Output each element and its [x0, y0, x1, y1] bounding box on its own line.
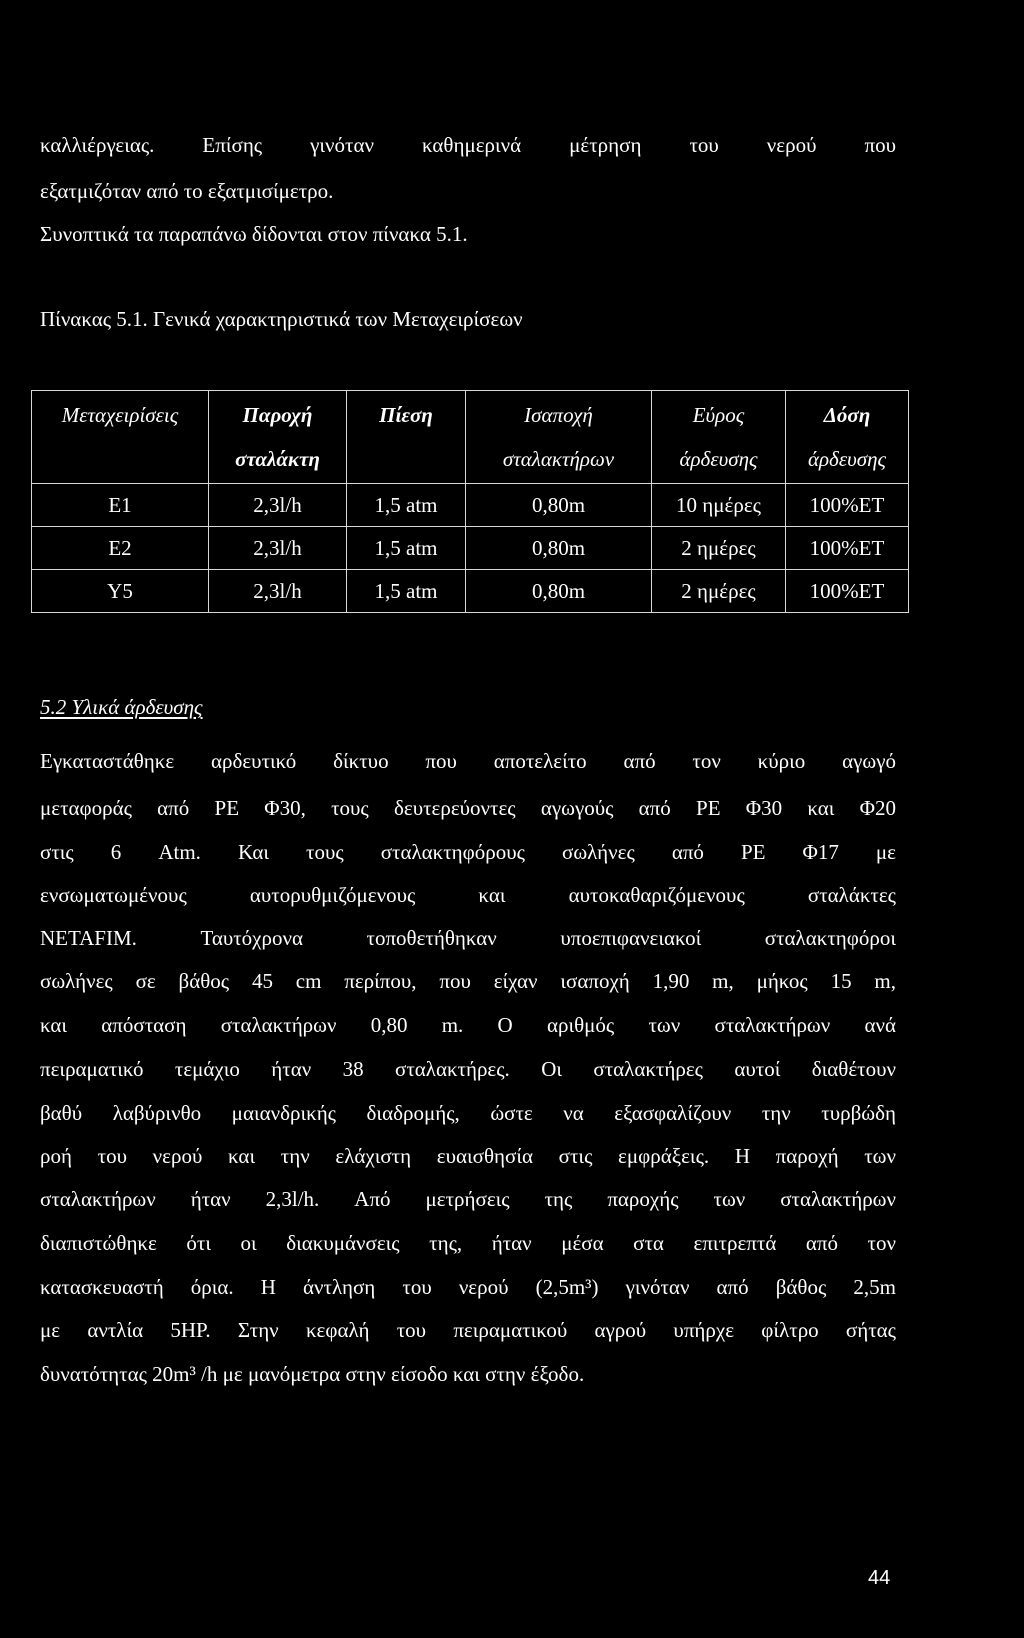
header-spacing-bottom: σταλακτήρων: [502, 447, 615, 471]
table-caption: Πίνακας 5.1. Γενικά χαρακτηριστικά των Μεταχειρίσεων: [40, 307, 523, 331]
header-pressure: [347, 391, 466, 484]
page-number: 44: [868, 1567, 891, 1589]
table-cell: 1,5 atm: [347, 484, 466, 527]
table-cell: 0,80m: [466, 484, 652, 527]
table-cell: Ε1: [32, 484, 209, 527]
table-cell: 100%ΕΤ: [786, 527, 909, 570]
table-cell: 0,80m: [466, 527, 652, 570]
header-spacing-top: Ισαποχή: [524, 403, 593, 427]
table-cell: 100%ΕΤ: [786, 570, 909, 613]
section-heading: 5.2 Υλικά άρδευσης: [40, 695, 203, 719]
paragraph-line: σωλήνες σε βάθος 45 cm περίπου, που είχαν ισαποχή 1,90 m, μήκος 15 m,: [40, 969, 896, 993]
table-cell: 2,3l/h: [209, 527, 347, 570]
intro-line-3: Συνοπτικά τα παραπάνω δίδονται στον πίνακα 5.1.: [40, 222, 468, 246]
table-cell: 2 ημέρες: [652, 570, 786, 613]
header-treatments: [32, 391, 209, 484]
table-cell: 100%ΕΤ: [786, 484, 909, 527]
paragraph-line: δυνατότητας 20m³ /h με μανόμετρα στην είσοδο και στην έξοδο.: [40, 1362, 585, 1386]
header-dose-top: Δόση: [823, 403, 871, 427]
table-cell: 10 ημέρες: [652, 484, 786, 527]
intro-line-1: καλλιέργειας. Επίσης γινόταν καθημερινά μέτρηση του νερού που: [40, 133, 896, 157]
table-cell: 2,3l/h: [209, 570, 347, 613]
paragraph-line: NETAFIM. Ταυτόχρονα τοποθετήθηκαν υποεπιφανειακοί σταλακτηφόροι: [40, 926, 896, 950]
table-header: [32, 391, 909, 484]
table-cell: 1,5 atm: [347, 527, 466, 570]
paragraph-line: ροή του νερού και την ελάχιστη ευαισθησία στις εμφράξεις. Η παροχή των: [40, 1144, 896, 1168]
header-interval: [652, 391, 786, 484]
paragraph-line: και απόσταση σταλακτήρων 0,80 m. Ο αριθμός των σταλακτήρων ανά: [40, 1013, 896, 1037]
header-dripper-flow: [209, 391, 347, 484]
table-row: [32, 484, 909, 527]
table-cell: 2 ημέρες: [652, 527, 786, 570]
paragraph-line: πειραματικό τεμάχιο ήταν 38 σταλακτήρες. Οι σταλακτήρες αυτοί διαθέτουν: [40, 1057, 896, 1081]
table-cell: Υ5: [32, 570, 209, 613]
paragraph-line: με αντλία 5HP. Στην κεφαλή του πειραματικού αγρού υπήρχε φίλτρο σήτας: [40, 1318, 896, 1342]
table-body: [32, 484, 909, 613]
header-treatments-top: Μεταχειρίσεις: [61, 403, 179, 427]
intro-line-2: εξατμιζόταν από το εξατμισίμετρο.: [40, 179, 334, 203]
paragraph-line: ενσωματωμένους αυτορυθμιζόμενους και αυτοκαθαριζόμενους σταλάκτες: [40, 883, 896, 907]
paragraph-line: κατασκευαστή όρια. Η άντληση του νερού (2,5m³) γινόταν από βάθος 2,5m: [40, 1275, 896, 1299]
paragraph-line: διαπιστώθηκε ότι οι διακυμάνσεις της, ήταν μέσα στα επιτρεπτά από τον: [40, 1231, 896, 1255]
table-cell: 2,3l/h: [209, 484, 347, 527]
header-dripper-flow-top: Παροχή: [242, 403, 313, 427]
table-cell: 1,5 atm: [347, 570, 466, 613]
header-dose: [786, 391, 909, 484]
paragraph-line: μεταφοράς από ΡΕ Φ30, τους δευτερεύοντες αγωγούς από ΡΕ Φ30 και Φ20: [40, 796, 896, 820]
header-treatments-bottom: [32, 437, 208, 481]
table-row: [32, 570, 909, 613]
table-header-row: [32, 391, 909, 484]
header-dripper-flow-bottom: σταλάκτη: [235, 447, 320, 471]
header-interval-bottom: άρδευσης: [679, 447, 758, 471]
header-pressure-top: Πίεση: [379, 403, 433, 427]
table-cell: 0,80m: [466, 570, 652, 613]
paragraph-line: Εγκαταστάθηκε αρδευτικό δίκτυο που αποτελείτο από τον κύριο αγωγό: [40, 749, 896, 773]
header-dose-bottom: άρδευσης: [807, 447, 887, 471]
table-cell: Ε2: [32, 527, 209, 570]
header-pressure-bottom: [347, 437, 465, 481]
header-spacing: [466, 391, 652, 484]
paragraph-line: βαθύ λαβύρινθο μαιανδρικής διαδρομής, ώστε να εξασφαλίζουν την τυρβώδη: [40, 1101, 896, 1125]
header-interval-top: Εύρος: [692, 403, 745, 427]
paragraph-line: σταλακτήρων ήταν 2,3l/h. Από μετρήσεις της παροχής των σταλακτήρων: [40, 1187, 896, 1211]
paragraph-line: στις 6 Atm. Και τους σταλακτηφόρους σωλήνες από ΡΕ Φ17 με: [40, 840, 896, 864]
treatments-table: [31, 390, 909, 613]
table-row: [32, 527, 909, 570]
